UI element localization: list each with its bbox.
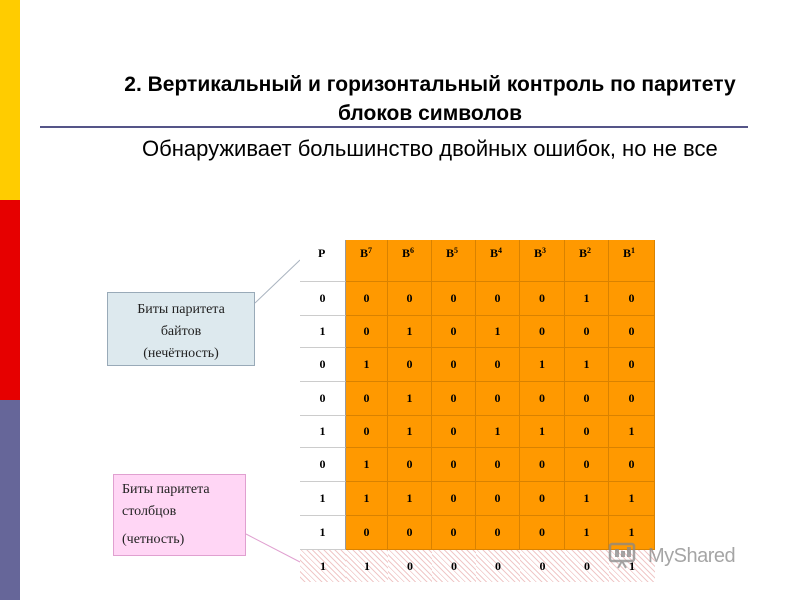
column-parity-cell: 0 (432, 550, 476, 582)
slide-subtitle: Обнаруживает большинство двойных ошибок, но не все (142, 136, 718, 161)
parity-matrix (300, 240, 655, 582)
data-cell: 0 (609, 316, 655, 348)
watermark (608, 541, 768, 571)
header-subscript: 7 (368, 246, 373, 255)
data-cell: 0 (432, 482, 476, 516)
column-parity-cell: 0 (388, 550, 432, 582)
header-cell (432, 240, 476, 282)
data-cell: 1 (346, 482, 388, 516)
data-cell: 1 (609, 516, 655, 550)
data-cell: 0 (432, 282, 476, 316)
header-cell (565, 240, 609, 282)
data-cell: 0 (388, 516, 432, 550)
data-cell: 1 (388, 382, 432, 416)
data-cell: 0 (520, 516, 565, 550)
data-cell: 1 (565, 516, 609, 550)
data-cell: 0 (520, 448, 565, 482)
header-subscript: 1 (631, 246, 636, 255)
data-cell: 0 (476, 516, 520, 550)
header-cell (520, 240, 565, 282)
data-cell: 0 (346, 416, 388, 448)
header-label: B (446, 246, 455, 260)
data-cell: 0 (609, 382, 655, 416)
data-cell: 0 (476, 348, 520, 382)
data-cell: 1 (388, 482, 432, 516)
parity-cell: 0 (300, 382, 346, 416)
data-cell: 1 (565, 282, 609, 316)
data-cell: 0 (346, 516, 388, 550)
data-cell: 0 (565, 416, 609, 448)
column-parity-leader (246, 534, 300, 562)
data-cell: 0 (388, 282, 432, 316)
header-label: B (490, 246, 499, 260)
data-cell: 0 (609, 348, 655, 382)
data-cell: 1 (565, 482, 609, 516)
column-parity-cell: 1 (609, 550, 655, 582)
data-cell: 0 (346, 382, 388, 416)
byte-parity-leader (255, 260, 300, 303)
byte-parity-line-3: (нечётность) (143, 346, 219, 361)
byte-parity-callout (107, 292, 255, 366)
header-label: B (402, 246, 411, 260)
header-subscript: 4 (498, 246, 503, 255)
data-cell: 0 (346, 316, 388, 348)
header-subscript: 3 (542, 246, 547, 255)
data-cell: 0 (520, 482, 565, 516)
data-cell: 0 (476, 382, 520, 416)
column-parity-callout (113, 474, 246, 556)
data-cell: 0 (476, 482, 520, 516)
header-cell (388, 240, 432, 282)
data-cell: 0 (520, 282, 565, 316)
data-cell: 0 (432, 348, 476, 382)
data-cell: 1 (520, 416, 565, 448)
presentation-icon (608, 542, 642, 570)
header-label: B (360, 246, 369, 260)
data-cell: 0 (432, 382, 476, 416)
column-parity-cell: 0 (476, 550, 520, 582)
header-subscript: 2 (587, 246, 592, 255)
data-cell: 0 (476, 448, 520, 482)
parity-cell: 0 (300, 448, 346, 482)
column-parity-line-1: Биты паритета (122, 482, 210, 497)
parity-cell: 0 (300, 348, 346, 382)
column-parity-cell: 1 (346, 550, 388, 582)
column-parity-cell: 0 (565, 550, 609, 582)
column-parity-line-2: столбцов (122, 504, 177, 519)
byte-parity-line-1: Биты паритета (137, 302, 225, 317)
header-subscript: 6 (410, 246, 415, 255)
header-label: B (623, 246, 632, 260)
data-cell: 1 (346, 348, 388, 382)
data-cell: 0 (520, 382, 565, 416)
byte-parity-line-2: байтов (160, 324, 202, 339)
data-cell: 0 (520, 316, 565, 348)
data-cell: 0 (609, 448, 655, 482)
parity-cell: 1 (300, 482, 346, 516)
header-label: B (579, 246, 588, 260)
data-cell: 1 (388, 316, 432, 348)
parity-cell: 1 (300, 316, 346, 348)
column-parity-cell: 1 (300, 550, 346, 582)
data-cell: 0 (432, 416, 476, 448)
data-cell: 0 (476, 282, 520, 316)
column-parity-line-3: (четность) (122, 532, 185, 547)
data-cell: 0 (565, 448, 609, 482)
data-cell: 0 (565, 316, 609, 348)
data-cell: 1 (609, 482, 655, 516)
data-cell: 0 (432, 516, 476, 550)
parity-cell: 0 (300, 282, 346, 316)
data-cell: 1 (476, 416, 520, 448)
header-cell (476, 240, 520, 282)
data-cell: 0 (388, 448, 432, 482)
data-cell: 1 (388, 416, 432, 448)
data-cell: 1 (565, 348, 609, 382)
watermark-text: MyShared (648, 544, 736, 567)
data-cell: 1 (346, 448, 388, 482)
parity-cell: 1 (300, 516, 346, 550)
header-label: P (318, 246, 326, 260)
header-label: B (534, 246, 543, 260)
header-subscript: 5 (454, 246, 459, 255)
data-cell: 0 (432, 448, 476, 482)
header-cell (609, 240, 655, 282)
parity-cell: 1 (300, 416, 346, 448)
column-parity-cell: 0 (520, 550, 565, 582)
data-cell: 0 (388, 348, 432, 382)
data-cell: 1 (520, 348, 565, 382)
header-cell (346, 240, 388, 282)
data-cell: 0 (609, 282, 655, 316)
data-cell: 1 (609, 416, 655, 448)
data-cell: 0 (432, 316, 476, 348)
slide-title: 2. Вертикальный и горизонтальный контроль по паритету блоков символов (124, 73, 736, 125)
data-cell: 1 (476, 316, 520, 348)
header-cell (300, 240, 346, 282)
data-cell: 0 (565, 382, 609, 416)
data-cell: 0 (346, 282, 388, 316)
